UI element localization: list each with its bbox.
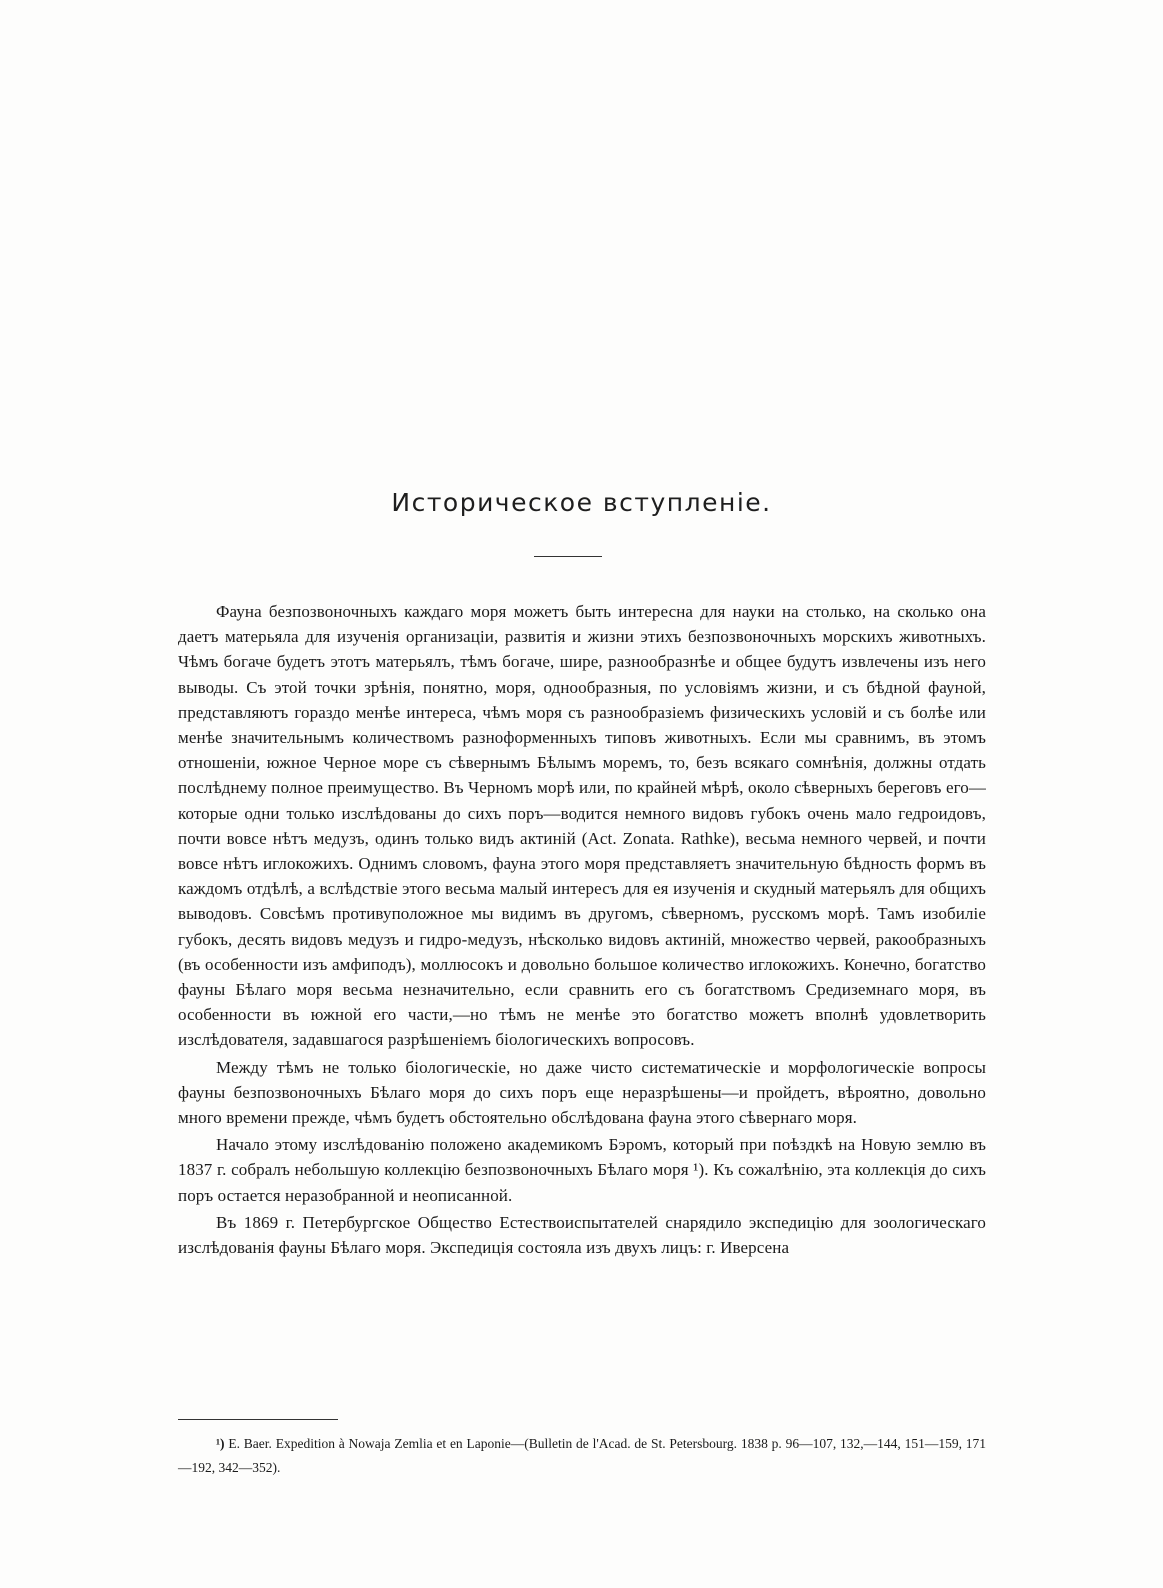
footnote-text: E. Baer. Expedition à Nowaja Zemlia et en Laponie—(Bulletin de l'Acad. de St. Petersbourg. 1838 p. 96—107, 132,—144, 151—159, 171—192, 342—352).: [178, 1436, 987, 1475]
footnote-divider: [178, 1419, 338, 1420]
paragraph: Начало этому изслѣдованію положено академикомъ Бэромъ, который при поѣздкѣ на Новую землю въ 1837 г. собралъ небольшую коллекцію безпозвоночныхъ Бѣлаго моря ¹). Къ сожалѣнію, эта коллекція до сихъ поръ остается неразобранной и неописанной.: [178, 1135, 986, 1205]
paragraph: Въ 1869 г. Петербургское Общество Естествоиспытателей снарядило экспедицію для зоологическаго изслѣдованія фауны Бѣлаго моря. Экспедиція состояла изъ двухъ лицъ: г. Иверсена: [178, 1212, 986, 1258]
heading-divider: [534, 556, 602, 557]
body-text: [178, 599, 986, 1260]
section-heading: Историческое вступленіе.: [391, 488, 772, 517]
footnote: [178, 1432, 986, 1480]
paragraph: Между тѣмъ не только біологическіе, но даже чисто систематическіе и морфологическіе вопросы фауны безпозвоночныхъ Бѣлаго моря до сихъ поръ еще неразрѣшены—и пройдетъ, вѣроятно, довольно много времени прежде, чѣмъ будетъ обстоятельно обслѣдована фауна этого сѣвернаго моря.: [178, 1057, 986, 1128]
paragraph: Фауна безпозвоночныхъ каждаго моря можетъ быть интересна для науки на столько, на сколько она даетъ матерьяла для изученія организаціи, развитія и жизни этихъ безпозвоночныхъ морскихъ животныхъ. Чѣмъ богаче будетъ этотъ матерьялъ, тѣмъ богаче, шире, разнообразнѣе и общее будутъ извлечены изъ него выводы. Съ этой точки зрѣнія, понятно, моря, однообразныя, по условіямъ жизни, и съ бѣдной фауной, представляютъ гораздо менѣе интереса, чѣмъ моря съ разнообразіемъ физическихъ условій и съ болѣе или менѣе значительнымъ количествомъ разноформенныхъ типовъ животныхъ. Если мы сравнимъ, въ этомъ отношеніи, южное Черное море съ сѣвернымъ Бѣлымъ моремъ, то, безъ всякаго сомнѣнія, должны отдать послѣднему полное преимущество. Въ Черномъ морѣ или, по крайней мѣрѣ, около сѣверныхъ береговъ его—которые одни только изслѣдованы до сихъ поръ—водится немного видовъ губокъ очень мало гедроидовъ, почти вовсе нѣтъ медузъ, одинъ только видъ актиній (Act. Zonata. Rathke), весьма немного червей, и почти вовсе нѣтъ иглокожихъ. Однимъ словомъ, фауна этого моря представляетъ значительную бѣдность формъ въ каждомъ отдѣлѣ, а вслѣдствіе этого весьма малый интересъ для ея изученія и скудный матерьялъ для общихъ выводовъ. Совсѣмъ противуположное мы видимъ въ другомъ, сѣверномъ, русскомъ морѣ. Тамъ изобиліе губокъ, десять видовъ медузъ и гидро-медузъ, нѣсколько видовъ актиній, множество червей, ракообразныхъ (въ особенности изъ амфиподъ), моллюсокъ и довольно большое количество иглокожихъ. Конечно, богатство фауны Бѣлаго моря весьма незначительно, если сравнить его съ богатствомъ Средиземнаго моря, въ особенности въ южной его части,—но тѣмъ не менѣе это богатство можетъ вполнѣ удовлетворить изслѣдователя, задавшагося разрѣшеніемъ біологическихъ вопросовъ.: [178, 602, 986, 1050]
footnote-marker: ¹): [216, 1436, 225, 1451]
